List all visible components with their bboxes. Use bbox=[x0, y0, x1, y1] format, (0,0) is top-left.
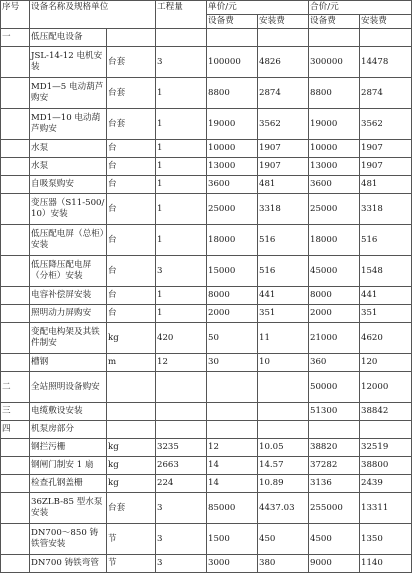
table-row bbox=[1, 457, 412, 475]
row-unit-price-install: 2874 bbox=[258, 78, 309, 109]
row-qty bbox=[156, 29, 207, 47]
table-body bbox=[1, 29, 412, 573]
row-total-price-equip bbox=[309, 421, 360, 439]
row-unit bbox=[107, 421, 156, 439]
table-row bbox=[1, 555, 412, 573]
header-total-price: 合价/元 bbox=[309, 1, 412, 15]
row-unit: kg bbox=[107, 457, 156, 475]
row-total-price-equip: 37282 bbox=[309, 457, 360, 475]
table-row bbox=[1, 225, 412, 256]
row-name: 电缆敷设安装 bbox=[30, 403, 107, 421]
row-name: 水泵 bbox=[30, 140, 107, 158]
table-row bbox=[1, 475, 412, 493]
row-unit-price-install bbox=[258, 372, 309, 403]
table-row bbox=[1, 354, 412, 372]
row-seq bbox=[1, 287, 30, 305]
row-total-price-install: 516 bbox=[360, 225, 412, 256]
row-total-price-install: 38842 bbox=[360, 403, 412, 421]
row-total-price-equip: 2000 bbox=[309, 305, 360, 323]
row-unit: 台 bbox=[107, 305, 156, 323]
row-unit-price-equip bbox=[207, 372, 258, 403]
row-qty: 1 bbox=[156, 78, 207, 109]
row-name: 槽钢 bbox=[30, 354, 107, 372]
row-unit-price-equip: 25000 bbox=[207, 194, 258, 225]
row-seq bbox=[1, 256, 30, 287]
row-unit-price-equip: 14 bbox=[207, 457, 258, 475]
row-unit-price-equip: 8000 bbox=[207, 287, 258, 305]
header-up-equip: 设备费 bbox=[207, 15, 258, 29]
row-name: 低压配电屏（总柜）安装 bbox=[30, 225, 107, 256]
row-name: 低压降压配电屏（分柜）安装 bbox=[30, 256, 107, 287]
row-unit-price-install: 10 bbox=[258, 354, 309, 372]
row-unit-price-install: 3318 bbox=[258, 194, 309, 225]
row-total-price-equip: 300000 bbox=[309, 47, 360, 78]
table-row bbox=[1, 140, 412, 158]
row-seq: 三 bbox=[1, 403, 30, 421]
table-row bbox=[1, 29, 412, 47]
row-total-price-equip: 18000 bbox=[309, 225, 360, 256]
row-seq bbox=[1, 176, 30, 194]
row-qty: 1 bbox=[156, 287, 207, 305]
row-seq bbox=[1, 323, 30, 354]
row-qty: 3 bbox=[156, 47, 207, 78]
row-unit-price-install bbox=[258, 29, 309, 47]
row-total-price-equip: 45000 bbox=[309, 256, 360, 287]
row-unit-price-install: 14.57 bbox=[258, 457, 309, 475]
row-seq bbox=[1, 439, 30, 457]
row-unit-price-install: 516 bbox=[258, 225, 309, 256]
row-total-price-equip: 19000 bbox=[309, 109, 360, 140]
row-total-price-equip: 255000 bbox=[309, 493, 360, 524]
row-total-price-equip: 4500 bbox=[309, 524, 360, 555]
row-total-price-install: 1140 bbox=[360, 555, 412, 573]
table-row bbox=[1, 287, 412, 305]
row-unit: 台 bbox=[107, 176, 156, 194]
row-total-price-equip: 8000 bbox=[309, 287, 360, 305]
row-qty: 420 bbox=[156, 323, 207, 354]
row-total-price-install: 32519 bbox=[360, 439, 412, 457]
row-name: 变配电构架及其铁件制安 bbox=[30, 323, 107, 354]
row-unit-price-equip: 30 bbox=[207, 354, 258, 372]
row-total-price-equip: 38820 bbox=[309, 439, 360, 457]
row-seq bbox=[1, 78, 30, 109]
row-total-price-install: 481 bbox=[360, 176, 412, 194]
row-total-price-equip bbox=[309, 29, 360, 47]
row-unit: 节 bbox=[107, 524, 156, 555]
row-name: 自吸泵购安 bbox=[30, 176, 107, 194]
row-name: DN700 铸铁弯管 bbox=[30, 555, 107, 573]
row-total-price-install: 13311 bbox=[360, 493, 412, 524]
row-total-price-install: 2874 bbox=[360, 78, 412, 109]
row-unit: 台 bbox=[107, 287, 156, 305]
table-row bbox=[1, 78, 412, 109]
row-unit-price-equip: 50 bbox=[207, 323, 258, 354]
row-name: 电容补偿屏安装 bbox=[30, 287, 107, 305]
row-name: DN700～850 铸铁管安装 bbox=[30, 524, 107, 555]
row-total-price-install: 3318 bbox=[360, 194, 412, 225]
row-unit-price-equip bbox=[207, 403, 258, 421]
row-unit: 节 bbox=[107, 555, 156, 573]
row-qty: 12 bbox=[156, 354, 207, 372]
header-qty: 工程量 bbox=[156, 1, 207, 29]
row-unit: 台 bbox=[107, 158, 156, 176]
row-name: 水泵 bbox=[30, 158, 107, 176]
row-qty: 3 bbox=[156, 555, 207, 573]
row-unit-price-install: 1907 bbox=[258, 140, 309, 158]
row-total-price-install: 1907 bbox=[360, 140, 412, 158]
row-qty: 1 bbox=[156, 225, 207, 256]
row-qty: 1 bbox=[156, 140, 207, 158]
row-qty bbox=[156, 403, 207, 421]
row-unit bbox=[107, 29, 156, 47]
row-name: 机泵房部分 bbox=[30, 421, 107, 439]
table-row bbox=[1, 256, 412, 287]
row-seq bbox=[1, 475, 30, 493]
row-unit: 台套 bbox=[107, 493, 156, 524]
row-unit-price-install: 441 bbox=[258, 287, 309, 305]
row-total-price-install: 3562 bbox=[360, 109, 412, 140]
row-total-price-install: 12000 bbox=[360, 372, 412, 403]
row-total-price-install bbox=[360, 421, 412, 439]
row-qty: 3 bbox=[156, 524, 207, 555]
row-unit-price-install: 351 bbox=[258, 305, 309, 323]
row-name: 检查孔钢盖栅 bbox=[30, 475, 107, 493]
row-unit-price-equip: 13000 bbox=[207, 158, 258, 176]
row-qty: 1 bbox=[156, 194, 207, 225]
row-unit-price-install: 4437.03 bbox=[258, 493, 309, 524]
row-total-price-equip: 3136 bbox=[309, 475, 360, 493]
row-total-price-install: 1350 bbox=[360, 524, 412, 555]
row-qty: 1 bbox=[156, 158, 207, 176]
row-unit-price-install: 10.89 bbox=[258, 475, 309, 493]
row-unit-price-equip: 2000 bbox=[207, 305, 258, 323]
row-qty: 1 bbox=[156, 109, 207, 140]
row-unit-price-install bbox=[258, 421, 309, 439]
table-row bbox=[1, 372, 412, 403]
row-total-price-equip: 3600 bbox=[309, 176, 360, 194]
row-seq bbox=[1, 47, 30, 78]
header-unit: 单位 bbox=[91, 2, 109, 12]
row-unit-price-equip: 14 bbox=[207, 475, 258, 493]
row-name: MD1—5 电动葫芦购安 bbox=[30, 78, 107, 109]
header-up-install: 安装费 bbox=[258, 15, 309, 29]
row-unit-price-equip: 10000 bbox=[207, 140, 258, 158]
table-row bbox=[1, 109, 412, 140]
row-seq bbox=[1, 109, 30, 140]
row-unit: 台 bbox=[107, 140, 156, 158]
row-unit-price-equip: 8800 bbox=[207, 78, 258, 109]
row-unit-price-equip: 12 bbox=[207, 439, 258, 457]
row-unit-price-equip: 19000 bbox=[207, 109, 258, 140]
row-seq: 二 bbox=[1, 372, 30, 403]
row-unit-price-equip: 3000 bbox=[207, 555, 258, 573]
header-unit-price: 单价/元 bbox=[207, 1, 309, 15]
table-row bbox=[1, 176, 412, 194]
row-total-price-install: 1907 bbox=[360, 158, 412, 176]
row-unit bbox=[107, 372, 156, 403]
row-total-price-install: 38800 bbox=[360, 457, 412, 475]
row-unit-price-install: 4826 bbox=[258, 47, 309, 78]
row-unit: 台 bbox=[107, 256, 156, 287]
row-unit: m bbox=[107, 354, 156, 372]
row-unit: 台 bbox=[107, 225, 156, 256]
row-seq: 四 bbox=[1, 421, 30, 439]
row-total-price-equip: 21000 bbox=[309, 323, 360, 354]
row-name: JSL-14-12 电机安装 bbox=[30, 47, 107, 78]
row-qty: 3235 bbox=[156, 439, 207, 457]
row-total-price-equip: 8800 bbox=[309, 78, 360, 109]
row-seq bbox=[1, 305, 30, 323]
row-name: 钢闸门制安 1 扇 bbox=[30, 457, 107, 475]
row-total-price-equip: 25000 bbox=[309, 194, 360, 225]
row-total-price-install: 4620 bbox=[360, 323, 412, 354]
row-qty bbox=[156, 372, 207, 403]
table-row bbox=[1, 439, 412, 457]
row-qty: 224 bbox=[156, 475, 207, 493]
row-unit-price-install: 11 bbox=[258, 323, 309, 354]
row-total-price-install: 1548 bbox=[360, 256, 412, 287]
header-name-unit bbox=[30, 1, 156, 29]
row-total-price-install: 441 bbox=[360, 287, 412, 305]
row-unit-price-equip: 18000 bbox=[207, 225, 258, 256]
row-seq bbox=[1, 354, 30, 372]
row-qty bbox=[156, 421, 207, 439]
row-seq bbox=[1, 555, 30, 573]
row-total-price-equip: 13000 bbox=[309, 158, 360, 176]
row-name: MD1—10 电动葫芦购安 bbox=[30, 109, 107, 140]
row-unit-price-equip: 15000 bbox=[207, 256, 258, 287]
table-row bbox=[1, 421, 412, 439]
row-total-price-equip: 51300 bbox=[309, 403, 360, 421]
row-unit-price-install: 3562 bbox=[258, 109, 309, 140]
row-unit: kg bbox=[107, 323, 156, 354]
row-total-price-install: 14478 bbox=[360, 47, 412, 78]
row-seq bbox=[1, 524, 30, 555]
row-name: 36ZLB-85 型水泵安装 bbox=[30, 493, 107, 524]
row-unit-price-equip bbox=[207, 29, 258, 47]
row-unit-price-install: 450 bbox=[258, 524, 309, 555]
header-tp-install: 安装费 bbox=[360, 15, 412, 29]
row-unit-price-equip: 3600 bbox=[207, 176, 258, 194]
row-seq bbox=[1, 493, 30, 524]
row-unit-price-equip bbox=[207, 421, 258, 439]
row-unit: kg bbox=[107, 439, 156, 457]
row-name: 全站照明设备购安 bbox=[30, 372, 107, 403]
row-unit-price-install: 481 bbox=[258, 176, 309, 194]
row-total-price-equip: 50000 bbox=[309, 372, 360, 403]
row-name: 钢拦污栅 bbox=[30, 439, 107, 457]
table-row bbox=[1, 403, 412, 421]
row-name: 变压器（S11-500/10）安装 bbox=[30, 194, 107, 225]
row-qty: 3 bbox=[156, 493, 207, 524]
row-unit-price-install: 10.05 bbox=[258, 439, 309, 457]
table-row bbox=[1, 47, 412, 78]
row-total-price-equip: 10000 bbox=[309, 140, 360, 158]
row-total-price-install bbox=[360, 29, 412, 47]
row-total-price-equip: 360 bbox=[309, 354, 360, 372]
row-unit-price-install bbox=[258, 403, 309, 421]
row-seq bbox=[1, 457, 30, 475]
table-row bbox=[1, 194, 412, 225]
row-unit: 台套 bbox=[107, 78, 156, 109]
row-total-price-equip: 9000 bbox=[309, 555, 360, 573]
row-unit-price-install: 516 bbox=[258, 256, 309, 287]
row-total-price-install: 351 bbox=[360, 305, 412, 323]
row-name: 照明动力屏购安 bbox=[30, 305, 107, 323]
row-unit: 台 bbox=[107, 194, 156, 225]
header-row-top bbox=[1, 1, 412, 15]
row-unit-price-equip: 85000 bbox=[207, 493, 258, 524]
row-seq bbox=[1, 158, 30, 176]
row-qty: 1 bbox=[156, 305, 207, 323]
table-row bbox=[1, 305, 412, 323]
row-unit-price-install: 380 bbox=[258, 555, 309, 573]
row-seq bbox=[1, 225, 30, 256]
row-total-price-install: 2439 bbox=[360, 475, 412, 493]
row-unit-price-equip: 100000 bbox=[207, 47, 258, 78]
table-row bbox=[1, 493, 412, 524]
row-total-price-install: 120 bbox=[360, 354, 412, 372]
row-unit: 台套 bbox=[107, 109, 156, 140]
table-row bbox=[1, 524, 412, 555]
row-unit-price-install: 1907 bbox=[258, 158, 309, 176]
row-seq: 一 bbox=[1, 29, 30, 47]
row-qty: 2663 bbox=[156, 457, 207, 475]
row-unit-price-equip: 1500 bbox=[207, 524, 258, 555]
row-name: 低压配电设备 bbox=[30, 29, 107, 47]
row-qty: 3 bbox=[156, 256, 207, 287]
row-unit: kg bbox=[107, 475, 156, 493]
row-unit: 台套 bbox=[107, 47, 156, 78]
row-seq bbox=[1, 194, 30, 225]
row-qty: 1 bbox=[156, 176, 207, 194]
table-row bbox=[1, 158, 412, 176]
row-seq bbox=[1, 140, 30, 158]
header-seq: 序号 bbox=[1, 1, 30, 29]
table-row bbox=[1, 323, 412, 354]
header-name: 设备名称及规格 bbox=[31, 2, 92, 12]
row-unit bbox=[107, 403, 156, 421]
header-tp-equip: 设备费 bbox=[309, 15, 360, 29]
